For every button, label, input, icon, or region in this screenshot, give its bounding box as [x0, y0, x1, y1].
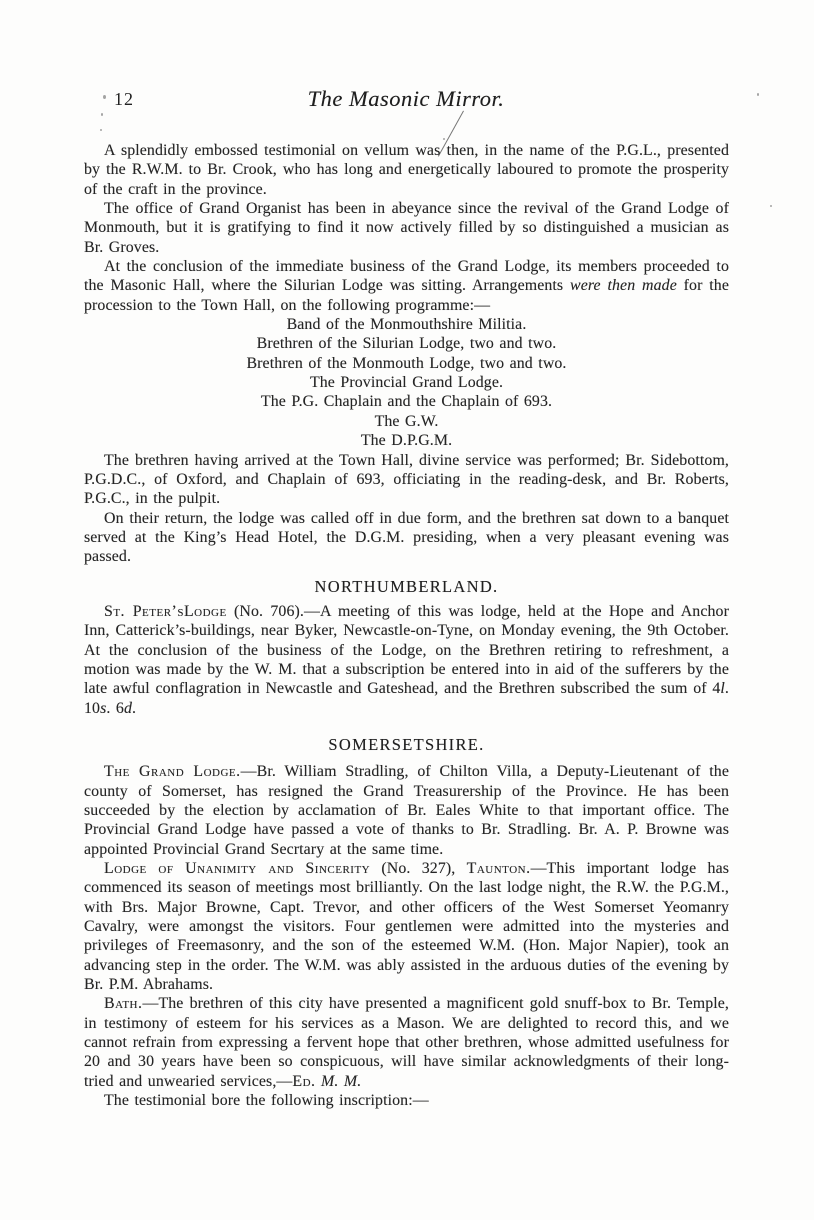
paragraph-bath: [84, 994, 729, 1091]
ink-speck: [757, 93, 759, 96]
ink-speck: [100, 129, 102, 131]
programme-line: The P.G. Chaplain and the Chaplain of 693.: [260, 393, 553, 411]
editor-abbrev: Ed.: [292, 1072, 316, 1090]
ink-speck: [101, 113, 103, 116]
paragraph-grand-lodge: [84, 762, 729, 859]
paragraph-procession: [84, 257, 729, 315]
paragraph-testimonial: A splendidly embossed testimonial on vellum was then, in the name of the P.G.L., presented by the R.W.M. to Br. Crook, who has long and energetically laboured to promote the prosperity of the craft in the province.: [84, 142, 729, 198]
programme-line: Brethren of the Monmouth Lodge, two and two.: [246, 354, 567, 372]
st-peters-amount: . 10: [84, 680, 729, 717]
programme-line: The D.P.G.M.: [360, 432, 453, 450]
unanimity-town: Taunton.: [466, 860, 531, 878]
programme-line: The Provincial Grand Lodge.: [309, 374, 504, 392]
page-number: 12: [114, 89, 134, 109]
st-peters-period: .: [132, 699, 137, 717]
paragraph-grand-organist: The office of Grand Organist has been in abeyance since the revival of the Grand Lodge of Monmouth, but it is gratifying to find it now actively filled by so distinguished a musician as Br. Groves.: [84, 200, 729, 256]
page-header: [84, 86, 728, 116]
unanimity-lodge-name: Lodge of Unanimity and Sincerity: [104, 860, 371, 878]
currency-shillings: s: [100, 699, 107, 717]
page-body: [84, 141, 729, 1111]
editor-signature: M. M.: [315, 1072, 362, 1090]
programme-line: Band of the Monmouthshire Militia.: [286, 316, 527, 334]
st-peters-body: (No. 706).—A meeting of this was lodge, held at the Hope and Anchor Inn, Catterick’s-buildings, near Byker, Newcastle-on-Tyne, on Monday evening, the 9th October. At the conclusion of the business of the Lodge, on the Brethren retiring to refreshment, a motion was made by the W. M. that a subscription be entered into in aid of the sufferers by the late awful conflagration in Newcastle and Gateshead, and the Brethren subscribed the sum of 4: [84, 602, 729, 698]
procession-programme-list: [84, 315, 729, 450]
ink-speck: [770, 205, 772, 207]
section-heading-northumberland: NORTHUMBERLAND.: [314, 576, 499, 596]
st-peters-lodge-name: St. Peter’sLodge: [104, 602, 227, 620]
currency-pence: d: [123, 699, 133, 717]
programme-line: The G.W.: [374, 412, 439, 430]
unanimity-body: —This important lodge has commenced its season of meetings most brilliantly. On the last lodge night, the R.W. the P.G.M., with Brs. Major Browne, Capt. Trevor, and other officers of the West Somerset Yeomanry Cavalry, were amongst the visitors. Four gentlemen were admitted into the mysteries and privileges of Freemasonry, and the son of the esteemed W.M. (Hon. Major Napier), took an advancing step in the order. The W.M. was ably assisted in the arduous duties of the evening by Br. P.M. Abrahams.: [84, 860, 730, 994]
unanimity-number: (No. 327),: [370, 860, 467, 878]
paragraph-procession-emphasis: were then made: [570, 277, 677, 295]
paragraph-divine-service: The brethren having arrived at the Town Hall, divine service was performed; Br. Sidebottom, P.G.D.C., of Oxford, and Chaplain of 693, officiating in the reading-desk, and Br. Roberts, P.G.C., in the pulpit.: [84, 451, 729, 508]
bath-body: —The brethren of this city have presented a magnificent gold snuff-box to Br. Temple, in testimony of esteem for his services as a Mason. We are delighted to record this, and we cannot refrain from expressing a fervent hope that other brethren, whose admitted usefulness for 20 and 30 years have been so conspicuous, will have similar acknowledgments of their long-tried and unwearied services,—: [84, 995, 729, 1090]
ink-speck: [103, 95, 106, 99]
grand-lodge-lead: The Grand Lodge.: [104, 763, 241, 781]
paragraph-procession-text: At the conclusion of the immediate business of the Grand Lodge, its members proceeded to the Masonic Hall, where the Silurian Lodge was sitting. Arrangements: [84, 258, 729, 295]
paragraph-banquet: On their return, the lodge was called off in due form, and the brethren sat down to a banquet served at the King’s Head Hotel, the D.G.M. presiding, when a very pleasant evening was passed.: [84, 509, 729, 566]
paragraph-unanimity-sincerity: [84, 859, 729, 994]
programme-line: Brethren of the Silurian Lodge, two and two.: [256, 335, 557, 353]
ink-speck: [443, 138, 445, 140]
grand-lodge-body: —Br. William Stradling, of Chilton Villa, a Deputy-Lieutenant of the county of Somerset, has resigned the Grand Treasurership of the Province. He has been succeeded by the election by acclamation of Br. Eales White to that important office. The Provincial Grand Lodge have passed a vote of thanks to Br. Stradling. Br. A. P. Browne was appointed Provincial Grand Secrtary at the same time.: [84, 763, 729, 858]
page-title: The Masonic Mirror.: [307, 86, 505, 111]
paragraph-procession-text-end: for the procession to the Town Hall, on the following programme:—: [84, 277, 730, 314]
section-heading-somersetshire: SOMERSETSHIRE.: [328, 734, 485, 754]
paragraph-inscription-intro: The testimonial bore the following inscription:—: [104, 1092, 429, 1110]
paragraph-st-peters-lodge: [84, 602, 729, 718]
st-peters-amount: . 6: [106, 699, 124, 717]
bath-lead: Bath.: [104, 995, 143, 1013]
currency-pounds: l: [720, 680, 725, 698]
